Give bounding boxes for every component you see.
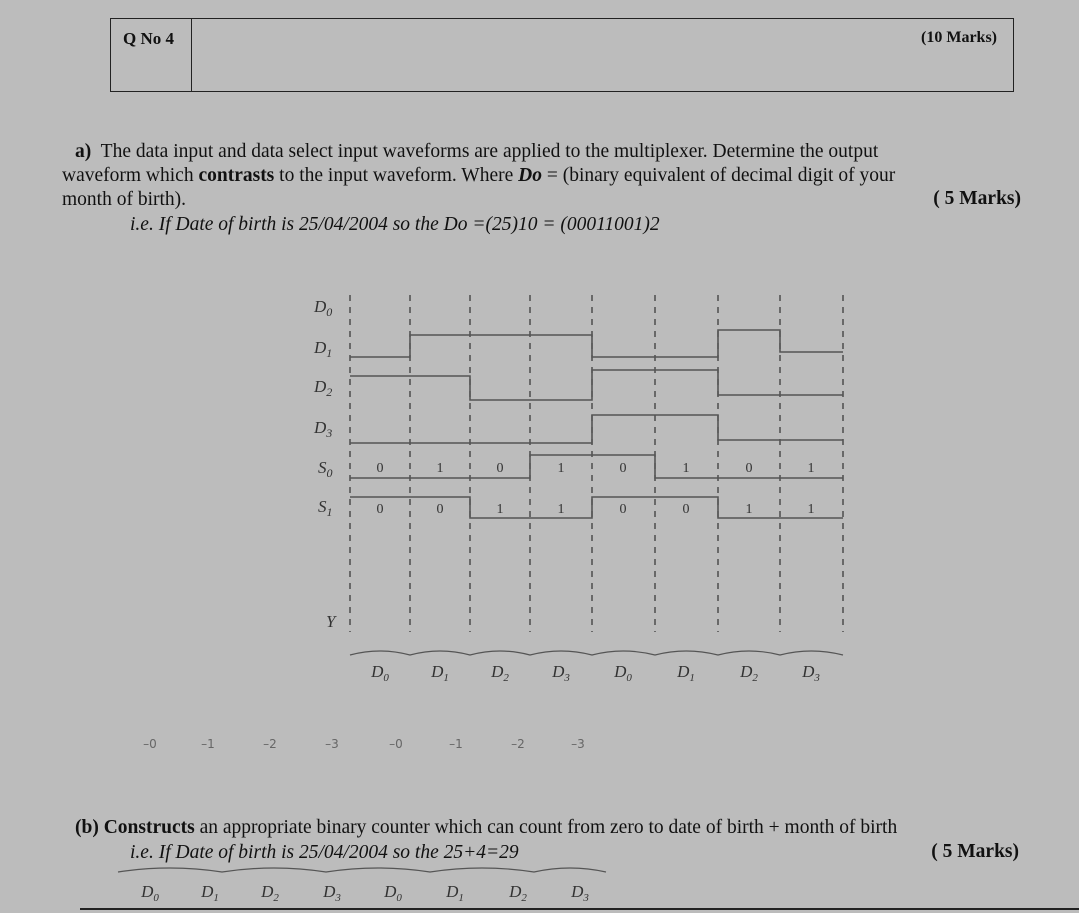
bracket-label: $D_2$	[491, 662, 509, 684]
faint-label: –0	[143, 737, 157, 751]
s0-value: 0	[745, 461, 753, 476]
s0-value: 0	[496, 461, 504, 476]
part-b-bracket-label: $D_1$	[201, 882, 219, 904]
part-b-marks: ( 5 Marks)	[931, 841, 1019, 862]
part-b-constructs: Constructs	[103, 817, 195, 838]
part-b-bracket-label: $D_2$	[261, 882, 279, 904]
label-d3: $D_3$	[314, 418, 333, 440]
faint-label: –0	[389, 737, 403, 751]
s0-value: 1	[682, 461, 690, 476]
s0-value: 1	[557, 461, 565, 476]
s0-value: 1	[436, 461, 444, 476]
question-number: Q No 4	[123, 29, 174, 48]
part-b-line1	[75, 816, 897, 840]
part-b-example: i.e. If Date of birth is 25/04/2004 so the 25+4=29	[130, 842, 519, 863]
s0-value: 1	[807, 461, 815, 476]
part-a-do-var: Do	[518, 165, 542, 186]
part-a-text2-end: = (binary equivalent of decimal digit of your	[541, 165, 896, 186]
faint-label: –1	[449, 737, 463, 751]
part-a-text1: The data input and data select input waveforms are applied to the multiplexer. Determine the output	[100, 141, 879, 162]
bottom-rule	[80, 908, 1079, 910]
bracket-label: $D_0$	[371, 662, 389, 684]
part-a-line3: month of birth).	[62, 189, 187, 210]
part-a-contrasts: contrasts	[198, 165, 275, 186]
part-b-text: an appropriate binary counter which can count from zero to date of birth + month of birth	[194, 817, 898, 838]
part-a-example: i.e. If Date of birth is 25/04/2004 so the Do =(25)10 = (00011001)2	[130, 214, 660, 235]
label-d2: $D_2$	[314, 377, 333, 399]
s1-value: 0	[436, 502, 444, 517]
part-a-text2-pre: waveform which	[62, 165, 199, 186]
bracket-label: $D_0$	[614, 662, 632, 684]
faint-label: –3	[571, 737, 585, 751]
part-b-bracket-label: $D_2$	[509, 882, 527, 904]
part-b-bracket-label: $D_1$	[446, 882, 464, 904]
label-s0: $S_0$	[318, 458, 333, 480]
bracket-label: $D_1$	[431, 662, 449, 684]
part-b-bracket-label: $D_3$	[323, 882, 341, 904]
s1-value: 1	[807, 502, 815, 517]
faint-label: –1	[201, 737, 215, 751]
s1-value: 1	[496, 502, 504, 517]
bracket-label: $D_1$	[677, 662, 695, 684]
bracket-label: $D_3$	[552, 662, 570, 684]
s0-value: 0	[619, 461, 627, 476]
part-b-bracket-label: $D_3$	[571, 882, 589, 904]
part-b-bracket-label: $D_0$	[141, 882, 159, 904]
label-d0: $D_0$	[314, 297, 333, 319]
label-d1: $D_1$	[314, 338, 333, 360]
part-b-label: (b)	[75, 817, 99, 838]
part-a-text2-post: to the input waveform. Where	[274, 165, 519, 186]
label-s1: $S_1$	[318, 497, 333, 519]
part-b-bracket-label: $D_0$	[384, 882, 402, 904]
faint-label: –2	[263, 737, 277, 751]
label-y: Y	[326, 612, 336, 631]
s1-value: 0	[682, 502, 690, 517]
s0-value: 0	[376, 461, 384, 476]
s1-value: 1	[745, 502, 753, 517]
s1-value: 0	[376, 502, 384, 517]
s1-value: 0	[619, 502, 627, 517]
s1-value: 1	[557, 502, 565, 517]
bracket-label: $D_2$	[740, 662, 758, 684]
question-marks: (10 Marks)	[921, 29, 997, 46]
part-a-marks: ( 5 Marks)	[933, 188, 1021, 209]
bracket-label: $D_3$	[802, 662, 820, 684]
faint-label: –3	[325, 737, 339, 751]
part-a-label: a)	[75, 141, 92, 162]
faint-label: –2	[511, 737, 525, 751]
